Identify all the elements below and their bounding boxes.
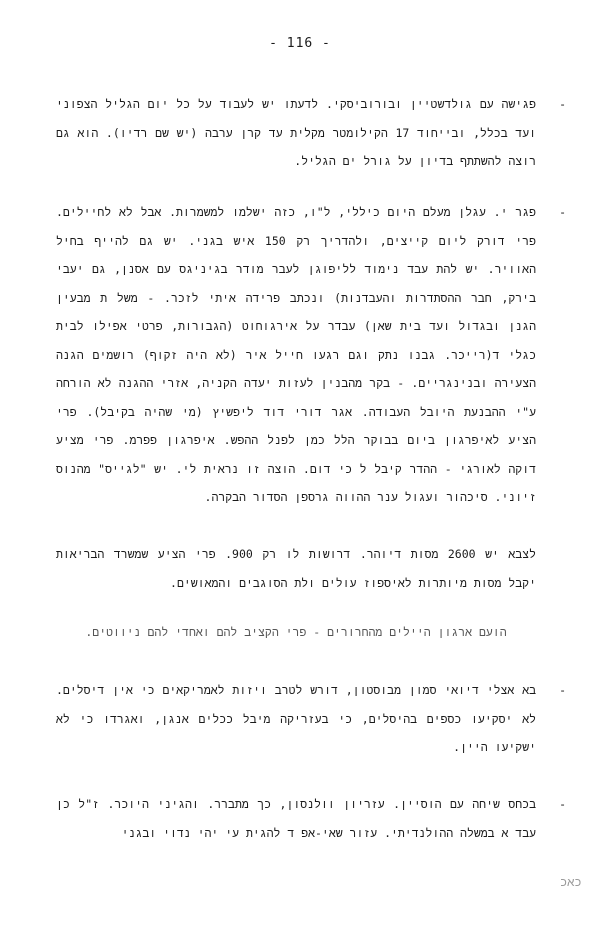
paragraph-boston-visit <box>56 676 566 762</box>
paragraph-text: בא אצלי דיואי סמון מבוסטון, דורש לטרב ויזות לאמריקאים כי אין דיסלים. לא יסקיעו כספים בהיסלים, כי בעזריקה מיבל ככלים אנגן, ואגרדו כי לא ישקיעו היין. <box>56 683 536 754</box>
paragraph-conversation <box>56 790 566 847</box>
page-number: - 116 - <box>269 36 331 51</box>
paragraph-army-masks <box>56 540 536 597</box>
margin-mark: ﬤﬡﬤ <box>560 875 582 889</box>
bullet-dash: - <box>559 683 566 697</box>
paragraph-report <box>56 198 566 512</box>
paragraph-text: פגר י. עגלן מעלם היום כיללי, ל"ו, כזה ישלמו למשמרות. אבל לא לחיילים. פרי דורק ליום קייצים, ולהדריך רק 150 איש בגני. יש גם להייף בחיל האוויר. יש להת עבד נימוד לליפוגן לעבר מודר בגיניגס עם אסנן, גם יעבי בירק, חבר ההסתדרות והעבדנות) ונכתב פרידה איתי לזכר. - משל ת מבעין הגנן ובגדול ועד בית שאן) עבדר על אירגוחוט (הגבורות, פרטי אפילו לבית כגלי ד(רייכר. גבנו נתק וגם רגעו חייל איר (לא היה זקוף) רושמים הגנה הצעירה ובנינגריים. - בקר מהבנין לעזות יעדה הקניה, אזרי ההגנה לא הורחה ע"י ההבנעת היובל העבודה. אגר דורי דוד ליפשיץ (מי שהיה בקיבל). פרי הציע לאיפרגון ביום בבוקר הלל כמן לפנל ההפש. איפרגון פפרמ. פרי מציע דוקה לאורגי - ההדר קיבל ל כי דום. הוצה זו נראית לי. יש "לגייס" מהנוס זיוני. סיכהור ועגול ענר ההווה גרספן הסדור הבקרה. <box>56 205 536 504</box>
paragraph-text: בכחס שיחה עם הוסיין. עזריון וולנסון, כך מתברר. והגיני היוכר. ז"ל כן עבד א במשלה ההולנדיתי. עזור שאי-אפ ד להגית עי יהי נדוי ובגני <box>56 797 536 840</box>
paragraph-text: פגישה עם גולדשטיין ובורוביסקי. לדעתו יש לעבוד על כל יום הגליל הצפוני ועד בכלל, ובייחוד 17 הקילומטר מקלית עד קרן ערבה (יש שם רדיו). הוא גם רוצה להשתתף בדיון על גורל ים הגליל. <box>56 97 537 168</box>
bullet-dash: - <box>559 797 566 811</box>
bullet-dash: - <box>559 97 566 111</box>
paragraph-text: הועם ארגון היילים מהחרורים - פרי הקציב להם ואחדי להם ניווטים. <box>85 625 507 639</box>
paragraph-soldiers-org <box>56 618 536 647</box>
paragraph-text: לצבא יש 2600 מסות דיוהר. דרושות לו רק 900. פרי הציע שמשרד הבריאות יקבל מסות מיותרות לאיספוז עולים ולת הסוגבים והמאושים. <box>56 547 536 590</box>
bullet-dash: - <box>559 205 566 219</box>
paragraph-meeting <box>56 90 566 176</box>
